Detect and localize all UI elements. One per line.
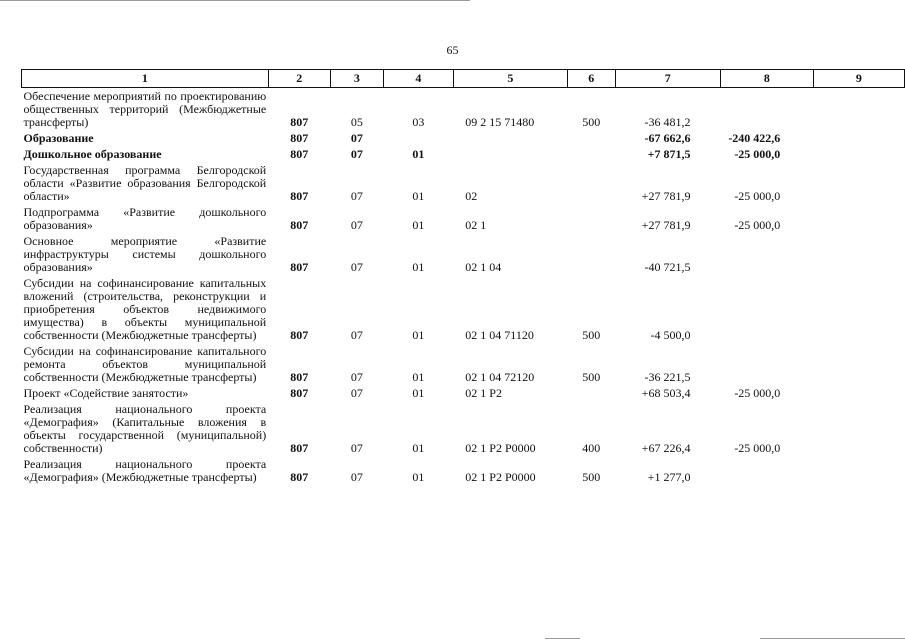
cell-subsection: 01 xyxy=(412,218,425,232)
cell-subsection: 01 xyxy=(412,147,425,161)
table-row xyxy=(22,234,905,276)
cell-amount-2021: -67 662,6 xyxy=(644,131,691,145)
table-row xyxy=(22,344,905,386)
cell-amount-2021: +27 781,9 xyxy=(641,218,691,232)
cell-subsection: 01 xyxy=(412,386,425,400)
cell-expense-type: 500 xyxy=(582,328,601,342)
cell-ministry-code: 807 xyxy=(290,260,309,274)
cell-section: 07 xyxy=(350,386,363,400)
scan-edge-bottom-2 xyxy=(760,638,905,639)
cell-amount-2022: -25 000,0 xyxy=(734,386,781,400)
cell-description: Субсидии на софинансирование капитальных вложений (строительства, реконструкции и приобретения объектов недвижимого имущества) в объекты муниципальной собственности (Межбюджетные трансферты) xyxy=(23,276,267,342)
budget-table xyxy=(21,69,905,486)
table-row xyxy=(22,131,905,147)
cell-amount-2023 xyxy=(813,147,904,163)
table-row xyxy=(22,276,905,344)
cell-expense-type: 500 xyxy=(582,370,601,384)
cell-amount-2022 xyxy=(720,344,813,386)
cell-target-article: 02 1 04 71120 xyxy=(465,328,534,342)
cell-amount-2023 xyxy=(813,402,904,457)
cell-amount-2021: +68 503,4 xyxy=(641,386,691,400)
cell-amount-2021: -36 221,5 xyxy=(644,370,691,384)
cell-expense-type xyxy=(568,163,615,205)
cell-amount-2023 xyxy=(813,276,904,344)
cell-ministry-code: 807 xyxy=(290,441,309,455)
cell-subsection: 03 xyxy=(412,115,425,129)
cell-target-article: 02 1 xyxy=(465,218,487,232)
cell-section: 07 xyxy=(350,470,363,484)
cell-subsection xyxy=(383,131,453,147)
cell-expense-type xyxy=(568,234,615,276)
cell-subsection: 01 xyxy=(412,441,425,455)
cell-ministry-code: 807 xyxy=(290,218,309,232)
cell-target-article xyxy=(453,131,567,147)
cell-amount-2023 xyxy=(813,131,904,147)
cell-expense-type: 500 xyxy=(582,115,601,129)
cell-amount-2021: +27 781,9 xyxy=(641,189,691,203)
cell-section: 07 xyxy=(350,189,363,203)
cell-description: Субсидии на софинансирование капитального ремонта объектов муниципальной собственности (Межбюджетные трансферты) xyxy=(23,344,267,384)
cell-description: Подпрограмма «Развитие дошкольного образования» xyxy=(23,205,267,232)
cell-section: 07 xyxy=(350,260,363,274)
cell-target-article: 09 2 15 71480 xyxy=(465,115,535,129)
cell-description: Проект «Содействие занятости» xyxy=(23,386,189,400)
cell-subsection: 01 xyxy=(412,260,425,274)
cell-ministry-code: 807 xyxy=(290,115,309,129)
header-row xyxy=(22,70,905,88)
cell-amount-2022 xyxy=(720,88,813,132)
cell-target-article: 02 1 P2 xyxy=(465,386,502,400)
cell-amount-2023 xyxy=(813,344,904,386)
cell-target-article: 02 1 P2 P0000 xyxy=(465,470,536,484)
cell-amount-2021: -4 500,0 xyxy=(650,328,691,342)
cell-description: Дошкольное образование xyxy=(23,147,162,161)
cell-amount-2023 xyxy=(813,234,904,276)
cell-section: 07 xyxy=(350,441,363,455)
cell-amount-2022: -25 000,0 xyxy=(734,147,781,161)
table-row xyxy=(22,457,905,486)
cell-description: Основное мероприятие «Развитие инфраструктуры системы дошкольного образования» xyxy=(23,234,267,274)
col-header-9: 9 xyxy=(813,70,904,88)
cell-expense-type: 500 xyxy=(582,470,601,484)
col-header-8: 8 xyxy=(720,70,813,88)
cell-amount-2023 xyxy=(813,163,904,205)
cell-subsection: 01 xyxy=(412,189,425,203)
cell-amount-2022: -240 422,6 xyxy=(728,131,781,145)
cell-amount-2023 xyxy=(813,386,904,402)
cell-target-article: 02 1 04 72120 xyxy=(465,370,535,384)
cell-description: Реализация национального проекта «Демография» (Межбюджетные трансферты) xyxy=(23,457,267,484)
page-number: 65 xyxy=(446,43,459,57)
cell-section: 07 xyxy=(350,370,363,384)
cell-amount-2022: -25 000,0 xyxy=(734,441,781,455)
cell-ministry-code: 807 xyxy=(290,370,309,384)
col-header-6: 6 xyxy=(568,70,615,88)
cell-expense-type xyxy=(568,131,615,147)
cell-subsection: 01 xyxy=(412,370,425,384)
cell-target-article: 02 xyxy=(465,189,478,203)
cell-target-article xyxy=(453,147,567,163)
cell-amount-2022: -25 000,0 xyxy=(734,218,781,232)
cell-section: 05 xyxy=(350,115,363,129)
cell-subsection: 01 xyxy=(412,470,425,484)
cell-target-article: 02 1 04 xyxy=(465,260,502,274)
col-header-3: 3 xyxy=(330,70,383,88)
cell-amount-2021: +67 226,4 xyxy=(641,441,691,455)
cell-ministry-code: 807 xyxy=(290,189,309,203)
table-row xyxy=(22,147,905,163)
cell-expense-type xyxy=(568,205,615,234)
table-row xyxy=(22,205,905,234)
cell-amount-2023 xyxy=(813,205,904,234)
cell-section: 07 xyxy=(350,218,363,232)
cell-ministry-code: 807 xyxy=(290,470,309,484)
scan-edge-top xyxy=(0,0,470,1)
cell-section: 07 xyxy=(350,131,363,145)
cell-ministry-code: 807 xyxy=(290,386,309,400)
cell-amount-2023 xyxy=(813,88,904,132)
table-row xyxy=(22,88,905,132)
cell-amount-2021: -40 721,5 xyxy=(644,260,691,274)
col-header-5: 5 xyxy=(453,70,567,88)
cell-expense-type xyxy=(568,386,615,402)
cell-description: Образование xyxy=(23,131,94,145)
cell-amount-2022 xyxy=(720,457,813,486)
cell-amount-2022 xyxy=(720,234,813,276)
cell-amount-2021: +7 871,5 xyxy=(647,147,691,161)
col-header-7: 7 xyxy=(615,70,720,88)
table-body xyxy=(22,88,905,487)
cell-description: Обеспечение мероприятий по проектированию общественных территорий (Межбюджетные трансферты) xyxy=(23,89,267,129)
table-row xyxy=(22,386,905,402)
cell-amount-2023 xyxy=(813,457,904,486)
cell-description: Реализация национального проекта «Демография» (Капитальные вложения в объекты государственной (муниципальной) собственности) xyxy=(23,402,267,455)
cell-amount-2022 xyxy=(720,276,813,344)
col-header-1: 1 xyxy=(22,70,269,88)
cell-description: Государственная программа Белгородской области «Развитие образования Белгородской области» xyxy=(23,163,267,203)
cell-target-article: 02 1 P2 P0000 xyxy=(465,441,536,455)
cell-section: 07 xyxy=(350,328,363,342)
cell-expense-type xyxy=(568,147,615,163)
col-header-2: 2 xyxy=(268,70,330,88)
table-row xyxy=(22,402,905,457)
scan-edge-bottom-1 xyxy=(545,638,580,639)
table-row xyxy=(22,163,905,205)
cell-ministry-code: 807 xyxy=(290,328,309,342)
cell-subsection: 01 xyxy=(412,328,425,342)
cell-ministry-code: 807 xyxy=(290,131,309,145)
cell-expense-type: 400 xyxy=(582,441,601,455)
cell-ministry-code: 807 xyxy=(290,147,309,161)
cell-amount-2021: -36 481,2 xyxy=(644,115,691,129)
cell-amount-2021: +1 277,0 xyxy=(647,470,691,484)
cell-amount-2022: -25 000,0 xyxy=(734,189,781,203)
col-header-4: 4 xyxy=(383,70,453,88)
cell-section: 07 xyxy=(350,147,363,161)
